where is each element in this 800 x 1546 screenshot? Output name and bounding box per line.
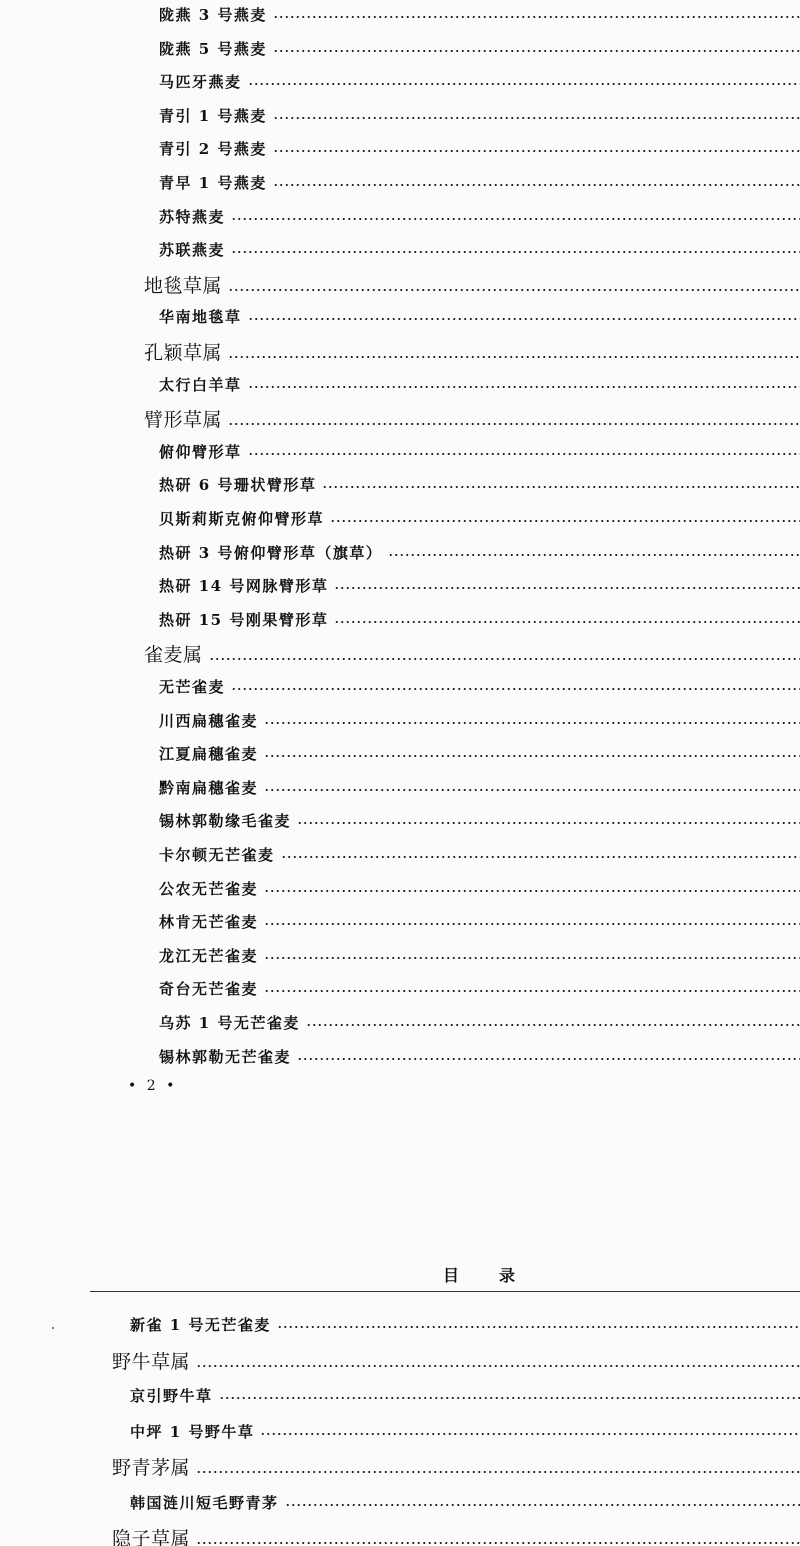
dot-leader	[322, 485, 800, 489]
dot-leader	[277, 1325, 800, 1329]
toc-entry	[159, 978, 800, 999]
toc-entry	[159, 374, 800, 395]
entry-title: 林肯无芒雀麦	[159, 913, 259, 932]
dot-leader	[264, 788, 800, 792]
entry-title: 热研 14 号网脉臂形草	[159, 577, 329, 596]
toc-genus-heading	[112, 1453, 800, 1480]
running-head: 目录	[443, 1266, 556, 1285]
toc-entry	[159, 1012, 800, 1033]
dot-leader	[273, 183, 800, 187]
entry-title: 新雀 1 号无芒雀麦	[130, 1316, 271, 1334]
toc-entry	[159, 609, 800, 630]
dot-leader	[196, 1364, 800, 1368]
entry-title: 无芒雀麦	[159, 678, 226, 696]
dot-leader	[231, 687, 800, 691]
dot-leader	[281, 855, 800, 859]
dot-leader	[248, 452, 800, 456]
dot-leader	[196, 1541, 800, 1545]
dot-leader	[264, 721, 800, 725]
toc-entry	[159, 911, 800, 932]
entry-title: 龙江无芒雀麦	[159, 946, 259, 965]
toc-genus-heading	[144, 271, 800, 298]
scan-speck	[52, 1327, 54, 1329]
genus-title: 地毯草属	[144, 274, 223, 297]
dot-leader	[273, 15, 800, 19]
dot-leader	[248, 385, 800, 389]
toc-entry	[130, 1421, 800, 1442]
entry-title: 华南地毯草	[159, 308, 242, 327]
dot-leader	[196, 1470, 800, 1474]
entry-title: 苏联燕麦	[159, 241, 226, 260]
toc-entry	[159, 508, 800, 529]
toc-entry	[159, 1046, 800, 1067]
toc-genus-heading	[112, 1524, 800, 1546]
page-number: • 2 •	[128, 1078, 178, 1094]
toc-entry	[159, 239, 800, 260]
dot-leader	[306, 1023, 800, 1027]
entry-title: 热研 15 号刚果臂形草	[159, 610, 329, 629]
entry-title: 韩国涟川短毛野青茅	[130, 1493, 279, 1512]
toc-entry	[159, 575, 800, 596]
toc-entry	[159, 172, 800, 193]
dot-leader	[228, 288, 800, 292]
toc-entry	[130, 1314, 800, 1335]
dot-leader	[273, 149, 800, 153]
entry-title: 热研 6 号珊状臂形草	[159, 476, 317, 495]
toc-entry	[159, 206, 800, 227]
genus-title: 臂形草属	[144, 409, 223, 432]
toc-entry	[130, 1385, 800, 1406]
dot-leader	[388, 553, 800, 557]
toc-entry	[159, 306, 800, 327]
genus-title: 隐子草属	[112, 1528, 191, 1546]
entry-title: 陇燕 3 号燕麦	[159, 6, 267, 24]
dot-leader	[264, 956, 800, 960]
dot-leader	[264, 922, 800, 926]
entry-title: 青早 1 号燕麦	[159, 174, 267, 192]
toc-entry	[159, 138, 800, 159]
toc-entry	[159, 777, 800, 798]
dot-leader	[264, 889, 800, 893]
entry-title: 贝斯莉斯克俯仰臂形草	[159, 510, 325, 528]
entry-title: 京引野牛草	[130, 1387, 213, 1405]
toc-genus-heading	[112, 1347, 800, 1374]
toc-entry	[159, 810, 800, 831]
dot-leader	[228, 355, 800, 359]
entry-title: 中坪 1 号野牛草	[130, 1422, 255, 1441]
dot-leader	[330, 519, 800, 523]
entry-title: 马匹牙燕麦	[159, 73, 242, 92]
toc-page-lower	[0, 1255, 800, 1546]
dot-leader	[297, 1057, 800, 1061]
toc-genus-heading	[144, 338, 800, 365]
entry-title: 黔南扁穗雀麦	[159, 778, 259, 797]
dot-leader	[297, 821, 800, 825]
toc-entry	[159, 743, 800, 764]
entry-title: 青引 1 号燕麦	[159, 106, 267, 125]
toc-entry	[159, 38, 800, 59]
toc-entry	[159, 542, 800, 563]
toc-entry	[130, 1492, 800, 1513]
genus-title: 野青茅属	[112, 1457, 191, 1479]
entry-title: 青引 2 号燕麦	[159, 140, 267, 159]
entry-title: 乌苏 1 号无芒雀麦	[159, 1014, 300, 1032]
toc-entry	[159, 441, 800, 462]
dot-leader	[248, 82, 800, 86]
entry-title: 太行白羊草	[159, 375, 242, 394]
entry-title: 奇台无芒雀麦	[159, 980, 259, 999]
dot-leader	[231, 217, 800, 221]
toc-genus-heading	[144, 405, 800, 432]
toc-entry	[159, 4, 800, 25]
entry-title: 公农无芒雀麦	[159, 879, 259, 898]
toc-entry	[159, 71, 800, 92]
dot-leader	[260, 1432, 800, 1436]
toc-entry	[159, 844, 800, 865]
dot-leader	[231, 250, 800, 254]
entry-title: 热研 3 号俯仰臂形草（旗草）	[159, 543, 383, 562]
dot-leader	[209, 657, 800, 661]
genus-title: 野牛草属	[112, 1350, 191, 1373]
dot-leader	[228, 422, 800, 426]
dot-leader	[264, 754, 800, 758]
dot-leader	[273, 49, 800, 53]
entry-title: 锡林郭勒缘毛雀麦	[159, 812, 292, 831]
dot-leader	[334, 586, 800, 590]
dot-leader	[264, 989, 800, 993]
dot-leader	[248, 317, 800, 321]
dot-leader	[285, 1503, 800, 1507]
entry-title: 俯仰臂形草	[159, 442, 242, 461]
toc-entry	[159, 878, 800, 899]
toc-entry	[159, 105, 800, 126]
dot-leader	[334, 620, 800, 624]
toc-entry	[159, 676, 800, 697]
dot-leader	[273, 116, 800, 120]
toc-entry	[159, 474, 800, 495]
entry-title: 陇燕 5 号燕麦	[159, 39, 267, 58]
toc-entry	[159, 710, 800, 731]
header-rule	[90, 1291, 800, 1292]
entry-title: 苏特燕麦	[159, 207, 226, 226]
entry-title: 锡林郭勒无芒雀麦	[159, 1047, 292, 1066]
genus-title: 雀麦属	[144, 644, 203, 667]
toc-entry	[159, 945, 800, 966]
entry-title: 卡尔顿无芒雀麦	[159, 846, 275, 864]
entry-title: 江夏扁穗雀麦	[159, 745, 259, 764]
dot-leader	[219, 1396, 800, 1400]
entry-title: 川西扁穗雀麦	[159, 711, 259, 730]
toc-genus-heading	[144, 640, 800, 667]
genus-title: 孔颖草属	[144, 342, 223, 364]
